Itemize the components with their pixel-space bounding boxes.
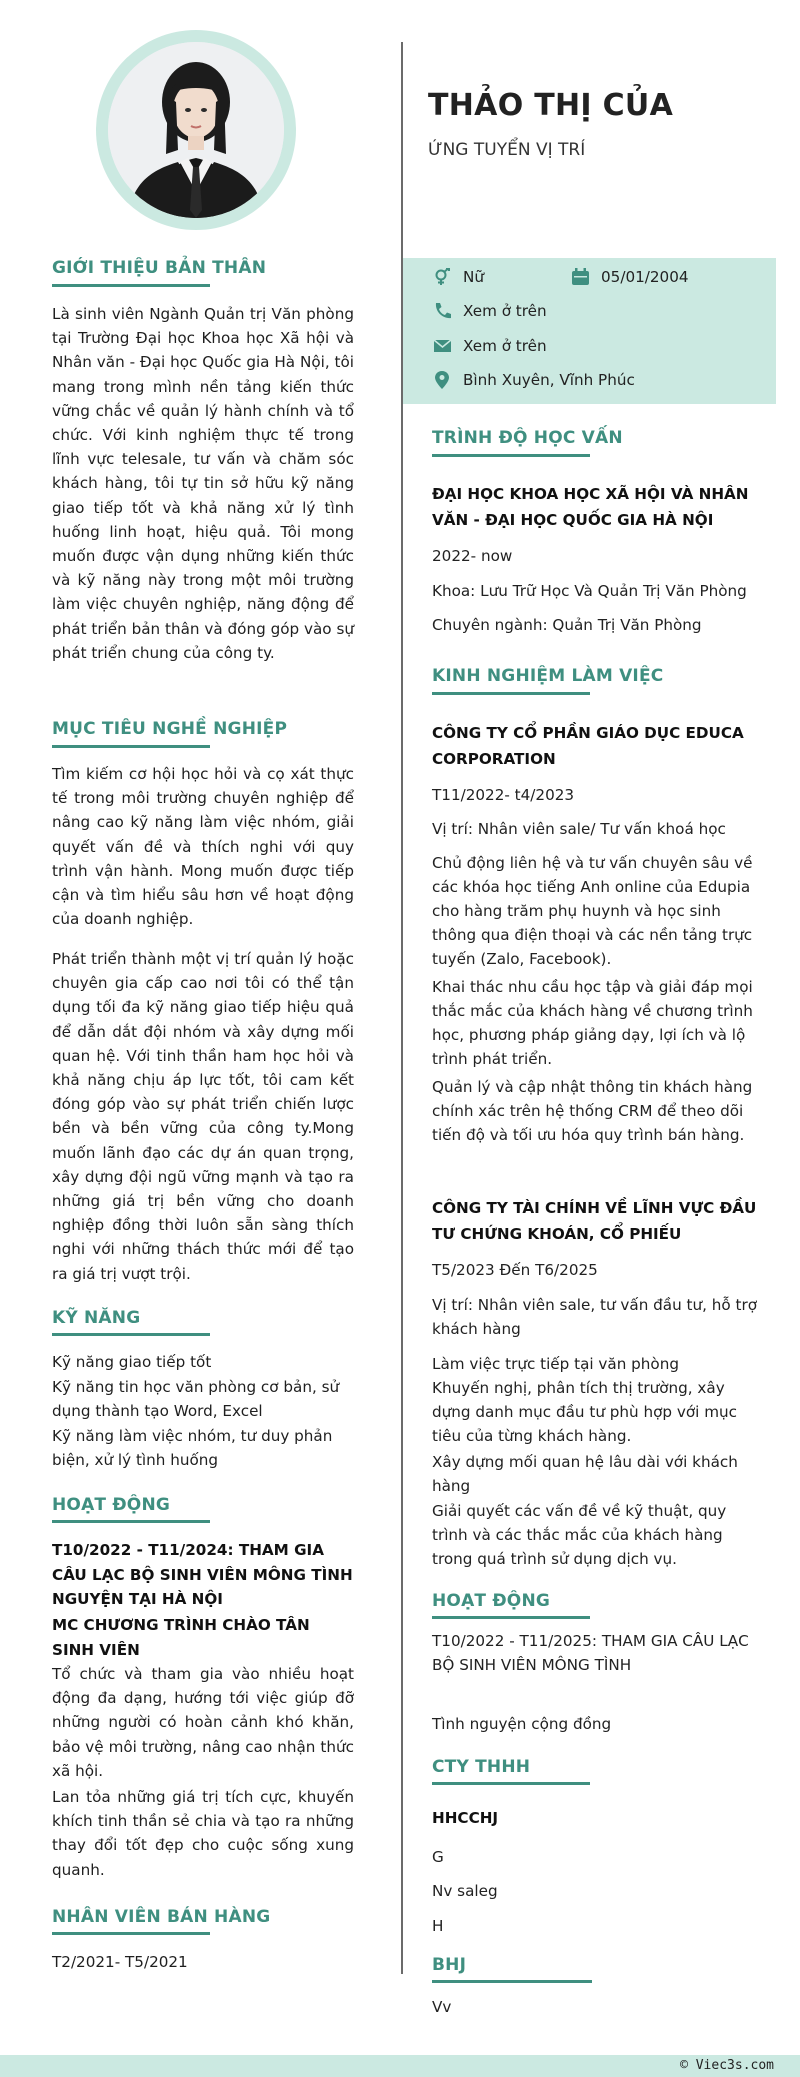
skill-item: Kỹ năng làm việc nhóm, tư duy phản biện, xử lý tình huống (52, 1427, 333, 1469)
birth-date-value: 05/01/2004 (601, 268, 689, 286)
education-faculty: Khoa: Lưu Trữ Học Và Quản Trị Văn Phòng (432, 582, 747, 600)
activities-underline-left (52, 1520, 210, 1523)
gender-value: Nữ (463, 268, 484, 286)
calendar-icon (571, 268, 591, 286)
education-major: Chuyên ngành: Quản Trị Văn Phòng (432, 616, 702, 634)
watermark: © Viec3s.com (680, 2058, 774, 2073)
education-underline (432, 454, 590, 457)
activity-line: T10/2022 - T11/2025: THAM GIA CÂU LẠC BỘ SINH VIÊN MÔNG TÌNH (432, 1632, 749, 1674)
job1-description-1: Chủ động liên hệ và tư vấn chuyên sâu về các khóa học tiếng Anh online của Edupia cho hàng trăm phụ huynh và học sinh thông qua điện thoại và các nền tảng trực tuyến (Zalo, Facebook). (432, 854, 753, 968)
bhj-line: Vv (432, 1998, 452, 2016)
skills-underline (52, 1333, 210, 1336)
education-school: ĐẠI HỌC KHOA HỌC XÃ HỘI VÀ NHÂN VĂN - ĐẠI HỌC QUỐC GIA HÀ NỘI (432, 485, 749, 529)
intro-title: GIỚI THIỆU BẢN THÂN (52, 258, 267, 278)
cty-underline (432, 1782, 590, 1785)
cty-line: Nv saleg (432, 1882, 498, 1900)
job2-description-1: Làm việc trực tiếp tại văn phòng (432, 1355, 679, 1373)
education-title: TRÌNH ĐỘ HỌC VẤN (432, 428, 623, 448)
avatar-frame (96, 30, 296, 230)
candidate-name: THẢO THỊ CỦA (428, 88, 674, 123)
experience-title: KINH NGHIỆM LÀM VIỆC (432, 666, 664, 686)
job2-company: CÔNG TY TÀI CHÍNH VỀ LĨNH VỰC ĐẦU TƯ CHỨNG KHOÁN, CỔ PHIẾU (432, 1199, 757, 1243)
activity-text-1: Tổ chức và tham gia vào nhiều hoạt động đa dạng, hướng tới việc giúp đỡ những người có hoàn cảnh khó khăn, bảo vệ môi trường, nâng cao nhận thức xã hội. (52, 1665, 354, 1780)
location-pin-icon (433, 371, 453, 389)
bhj-title: BHJ (432, 1955, 467, 1975)
cty-line: H (432, 1917, 444, 1935)
job1-description-2: Khai thác nhu cầu học tập và giải đáp mọi thắc mắc của khách hàng về chương trình học, phương pháp giảng dạy, lợi ích và lộ trình phát triển. (432, 978, 753, 1068)
job2-description-2: Khuyến nghị, phân tích thị trường, xây dựng danh mục đầu tư phù hợp với mục tiêu của từng khách hàng. (432, 1379, 737, 1445)
job2-description-3: Xây dựng mối quan hệ lâu dài với khách hàng (432, 1453, 738, 1495)
email-value: Xem ở trên (463, 337, 547, 355)
sales-underline (52, 1932, 210, 1935)
objective-title: MỤC TIÊU NGHỀ NGHIỆP (52, 719, 288, 739)
skill-item: Kỹ năng giao tiếp tốt (52, 1353, 212, 1371)
job1-description-3: Quản lý và cập nhật thông tin khách hàng chính xác trên hệ thống CRM để theo dõi tiến độ và tối ưu hóa quy trình bán hàng. (432, 1078, 753, 1144)
intro-underline (52, 284, 210, 287)
skills-title: KỸ NĂNG (52, 1308, 141, 1328)
bhj-underline (432, 1980, 592, 1983)
portrait-image (108, 42, 284, 218)
activities-underline-right (432, 1616, 590, 1619)
experience-underline (432, 692, 590, 695)
address-value: Bình Xuyên, Vĩnh Phúc (463, 371, 635, 389)
phone-icon (433, 302, 453, 320)
job1-position: Vị trí: Nhân viên sale/ Tư vấn khoá học (432, 820, 726, 838)
activity-heading: T10/2022 - T11/2024: THAM GIA CÂU LẠC BỘ SINH VIÊN MÔNG TÌNH NGUYỆN TẠI HÀ NỘI (52, 1541, 353, 1609)
intro-text: Là sinh viên Ngành Quản trị Văn phòng tại Trường Đại học Khoa học Xã hội và Nhân văn - Đại học Quốc gia Hà Nội, tôi mang trong mình nền tảng kiến thức vững chắc về quản lý hành chính và tổ chức. Với kinh nghiệm thực tế trong lĩnh vực telesale, tư vấn và chăm sóc khách hàng, tôi tự tin sở hữu kỹ năng giao tiếp tốt và khả năng xử lý tình huống linh hoạt, hiệu quả. Tôi mong muốn được vận dụng những kiến thức và kỹ năng này trong một môi trường làm việc chuyên nghiệp, năng động để phát triển bản thân và đóng góp vào sự phát triển chung của công ty. (52, 305, 354, 662)
job1-company: CÔNG TY CỔ PHẦN GIÁO DỤC EDUCA CORPORATION (432, 724, 744, 768)
gender-icon (433, 268, 453, 286)
contact-info-box (403, 258, 776, 404)
cty-name: HHCCHJ (432, 1809, 499, 1827)
job1-period: T11/2022- t4/2023 (432, 786, 575, 804)
activities-title-right: HOẠT ĐỘNG (432, 1591, 551, 1611)
objective-text-1: Tìm kiếm cơ hội học hỏi và cọ xát thực tế trong môi trường chuyên nghiệp để nâng cao kỹ năng làm việc nhóm, giải quyết vấn đề và thích nghi với quy trình vận hành. Mong muốn được tiếp cận và tìm hiểu sâu hơn về hoạt động của doanh nghiệp. (52, 765, 354, 929)
activity-line: Tình nguyện cộng đồng (432, 1715, 612, 1733)
activities-title-left: HOẠT ĐỘNG (52, 1495, 171, 1515)
objective-text-2: Phát triển thành một vị trí quản lý hoặc chuyên gia cấp cao nơi tôi có thể tận dụng tối đa kỹ năng giao tiếp hiệu quả để dẫn dắt đội nhóm và xây dựng mối quan hệ. Với tinh thần ham học hỏi và khả năng chịu áp lực tốt, tôi cam kết đóng góp vào sự phát triển chiến lược bền và bền vững của công ty.Mong muốn lãnh đạo các dự án quan trọng, xây dựng đội ngũ vững mạnh và tạo ra những giá trị bền vững cho doanh nghiệp đồng thời luôn sẵn sàng thích nghi với những thách thức mới để tạo ra giá trị vượt trội. (52, 950, 354, 1283)
cty-title: CTY THHH (432, 1757, 531, 1777)
job2-position: Vị trí: Nhân viên sale, tư vấn đầu tư, hỗ trợ khách hàng (432, 1296, 758, 1338)
education-period: 2022- now (432, 547, 513, 565)
avatar (108, 42, 284, 218)
phone-value: Xem ở trên (463, 302, 547, 320)
activity-heading: MC CHƯƠNG TRÌNH CHÀO TÂN SINH VIÊN (52, 1616, 310, 1659)
objective-underline (52, 745, 210, 748)
sales-period: T2/2021- T5/2021 (52, 1953, 188, 1971)
candidate-role: ỨNG TUYỂN VỊ TRÍ (428, 140, 586, 160)
envelope-icon (433, 337, 453, 355)
footer-bar (0, 2055, 800, 2077)
activity-text-2: Lan tỏa những giá trị tích cực, khuyến khích tinh thần sẻ chia và tạo ra những thay đổi tốt đẹp cho cuộc sống xung quanh. (52, 1788, 354, 1879)
sales-title: NHÂN VIÊN BÁN HÀNG (52, 1907, 271, 1927)
cty-line: G (432, 1848, 444, 1866)
job2-description-4: Giải quyết các vấn đề về kỹ thuật, quy trình và các thắc mắc của khách hàng trong quá trình sử dụng dịch vụ. (432, 1502, 727, 1568)
job2-period: T5/2023 Đến T6/2025 (432, 1261, 598, 1279)
skill-item: Kỹ năng tin học văn phòng cơ bản, sử dụng thành tạo Word, Excel (52, 1378, 340, 1420)
